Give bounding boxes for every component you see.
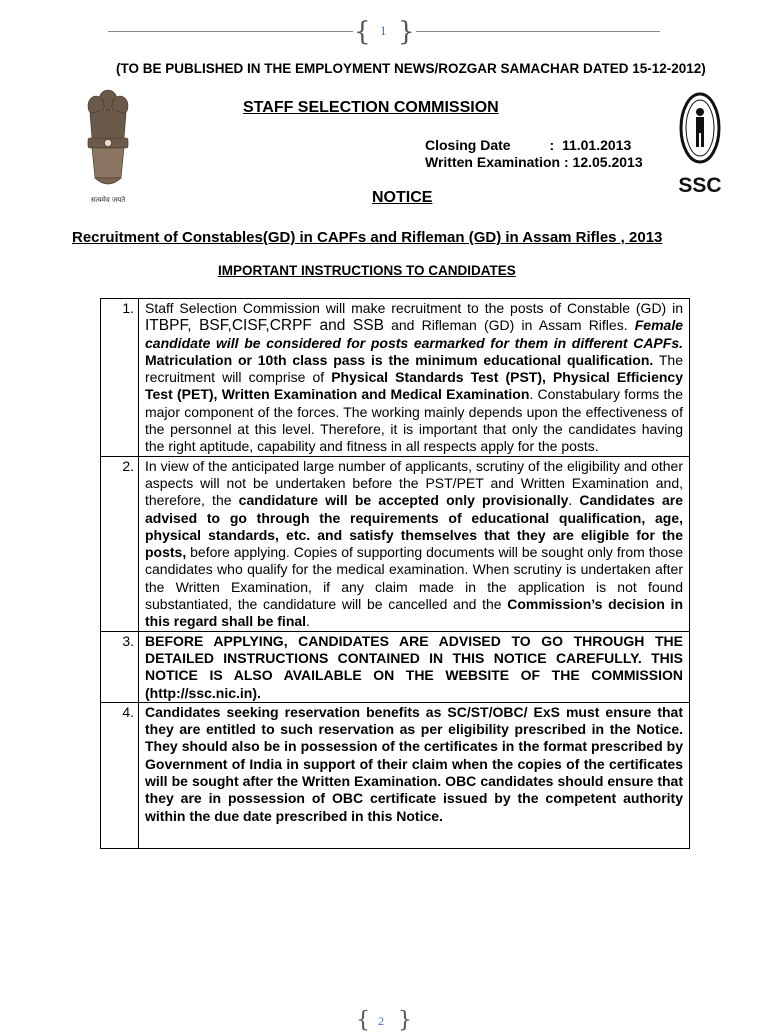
written-exam-row [425,154,643,171]
emblem-motto: सत्यमेव जयते [90,196,126,204]
page-number: 1 [380,23,387,38]
page-number-header [108,18,660,46]
item-text: Candidates seeking reservation benefits as SC/ST/OBC/ ExS must ensure that they are entitled to such reservation as per eligibility prescribed in the Notice. They should also be in possession of the certificates in the format prescribed by Government of India in support of their claim when the copies of the certificates will be sought after the Written Examination. OBC candidates should ensure that they are in possession of OBC certificate issued by the competent authority within the due date prescribed in this Notice. [139,702,690,848]
header-rule-right [416,31,660,32]
item-text: Staff Selection Commission will make recruitment to the posts of Constable (GD) in ITBPF, BSF,CISF,CRPF and SSB and Rifleman (GD) in Assam Rifles. Female candidate will be considered for posts earmarked for them in different CAPFs. Matriculation or 10th class pass is the minimum educational qualification. The recruitment will comprise of Physical Standards Test (PST), Physical Efficiency Test (PET), Written Examination and Medical Examination. Constabulary forms the major component of the forces. The working mainly depends upon the effectiveness of the personnel at this level. Therefore, it is important that only the candidates having the right aptitude, capability and fitness in all respects apply for the posts. [139,299,690,457]
right-brace-icon: } [398,17,415,47]
header-rule-left [108,31,353,32]
key-dates [425,137,643,171]
item-text: BEFORE APPLYING, CANDIDATES ARE ADVISED TO GO THROUGH THE DETAILED INSTRUCTIONS CONTAINED IN THIS NOTICE CAREFULLY. THIS NOTICE IS ALSO AVAILABLE ON THE WEBSITE OF THE COMMISSION (http://ssc.nic.in). [139,631,690,702]
closing-date-value: 11.01.2013 [561,137,632,153]
left-brace-icon: { [354,17,371,47]
closing-date-separator: : [549,137,555,153]
written-exam-value: 12.05.2013 [572,154,643,170]
written-exam-label: Written Examination [425,154,561,170]
closing-date-row [425,137,643,154]
instruction-row [101,702,690,848]
instruction-row [101,456,690,631]
right-brace-icon: } [398,1008,412,1033]
left-brace-icon: { [356,1008,370,1033]
instruction-row [101,299,690,457]
instructions-table [100,298,690,849]
item-text: In view of the anticipated large number of applicants, scrutiny of the eligibility and other aspects will not be undertaken before the PST/PET and Written Examination and, therefore, the candidature will be accepted only provisionally. Candidates are advised to go through the requirements of educational qualification, age, physical standards, etc. and satisfy themselves that they are eligible for the posts, before applying. Copies of supporting documents will be sought only from those candidates who qualify for the medical examination. When scrutiny is undertaken after the Written Examination, if any claim made in the application is not found substantiated, the candidature will be cancelled and the Commission’s decision in this regard shall be final. [139,456,690,631]
item-number: 1. [101,299,139,457]
ssc-logo-icon [676,90,724,200]
page-number-footer [350,1008,420,1033]
item-number: 2. [101,456,139,631]
national-emblem-icon [78,86,138,206]
closing-date-label: Closing Date [425,137,511,153]
item-number: 4. [101,702,139,848]
notice-title: NOTICE [372,189,433,206]
footer-page-number: 2 [378,1014,384,1028]
written-exam-separator: : [563,154,569,170]
recruitment-title: Recruitment of Constables(GD) in CAPFs and Rifleman (GD) in Assam Rifles , 2013 [72,229,663,246]
instruction-row [101,631,690,702]
organization-title: STAFF SELECTION COMMISSION [243,99,499,116]
ssc-logo-text: SSC [678,174,722,197]
instructions-title: IMPORTANT INSTRUCTIONS TO CANDIDATES [218,263,516,278]
publish-line: (TO BE PUBLISHED IN THE EMPLOYMENT NEWS/ROZGAR SAMACHAR DATED 15-12-2012) [116,61,706,76]
item-number: 3. [101,631,139,702]
